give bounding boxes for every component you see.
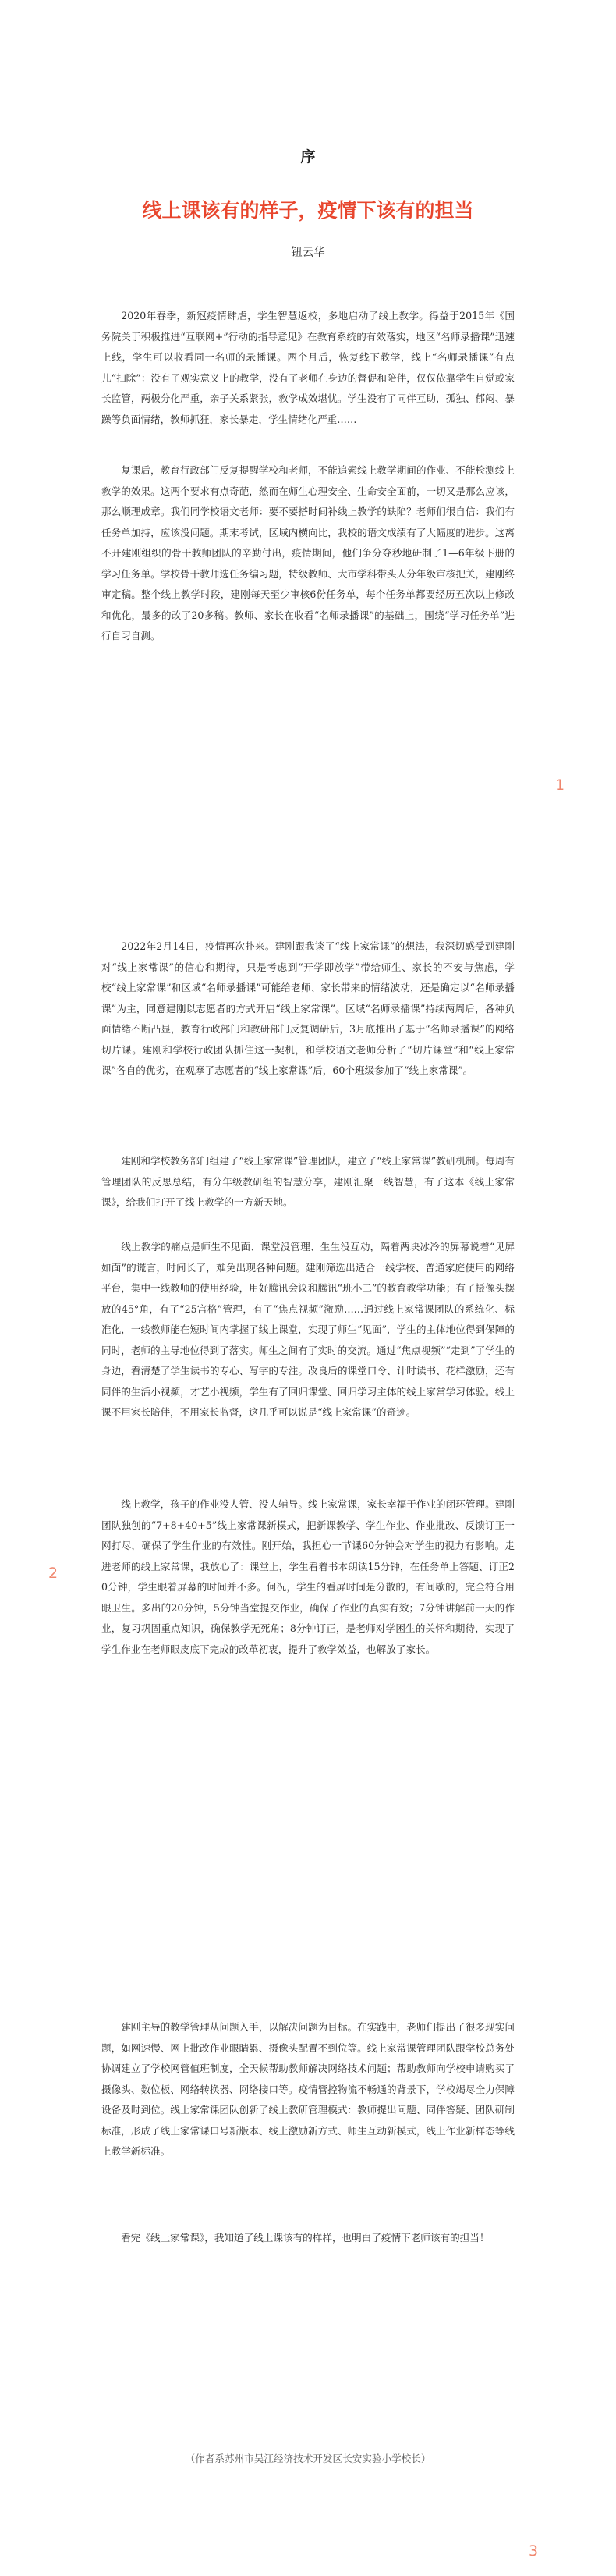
paragraph-2: 复课后，教育行政部门反复提醒学校和老师，不能追索线上教学期间的作业、不能检测线上教学的效果。这两个要求有点奇葩，然而在师生心理安全、生命安全面前，一切又是那么应该，那么顺理成章。我们同学校语文老师：要不要搭时间补线上教学的缺陷？老师们很自信：我们有任务单加持，应该没问题。期末考试，区域内横向比，我校的语文成绩有了大幅度的进步。这离不开建刚组织的骨干教师团队的辛勤付出，疫情期间，他们争分夺秒地研制了1—6年级下册的学习任务单。学校骨干教师选任务编习题，特级教师、大市学科带头人分年级审核把关，建刚终审定稿。整个线上教学时段，建刚每天至少审核6份任务单，每个任务单都要经历五次以上修改和优化，最多的改了20多稿。教师、家长在收看“名师录播课”的基础上，围绕“学习任务单”进行自习自测。 (101, 464, 515, 641)
page-number-2: 2 (48, 1565, 58, 1582)
article-title: 线上课该有的样子，疫情下该有的担当 (142, 199, 474, 222)
paragraph-6: 线上教学，孩子的作业没人管、没人辅导。线上家常课，家长幸福于作业的闭环管理。建刚团队独创的“7+8+40+5”线上家常课新模式，把新课教学、学生作业、作业批改、反馈订正一网打尽，确保了学生作业的有效性。刚开始，我担心一节课60分钟会对学生的视力有影响。走进老师的线上家常课，我放心了：课堂上，学生看着书本朗读15分钟，在任务单上答题、订正20分钟，学生眼着屏幕的时间并不多。何况，学生的看屏时间是分散的，有间歇的，完全符合用眼卫生。多出的20分钟，5分钟当堂提交作业，确保了作业的真实有效；7分钟讲解前一天的作业，复习巩固重点知识，确保教学无死角；8分钟订正，是老师对学困生的关怀和期待，实现了学生作业在老师眼皮底下完成的改革初衷，提升了教学效益，也解放了家长。 (101, 1498, 515, 1655)
paragraph-5: 线上教学的痛点是师生不见面、课堂没管理、生生没互动，隔着两块冰冷的屏幕说着“见屏如面”的谎言，时间长了，难免出现各种问题。建刚筛选出适合一线学校、普通家庭使用的网络平台，集中一线教师的使用经验，用好腾讯会议和腾讯“班小二”的教育教学功能；有了摄像头摆放的45°角，有了“25宫格”管理，有了“焦点视频”激励……通过线上家常课团队的系统化、标准化，一线教师能在短时间内掌握了线上课堂，实现了师生“见面”，学生的主体地位得到保障的同时，老师的主导地位得到了落实。师生之间有了实时的交流。通过“焦点视频”“走到”了学生的身边，看清楚了学生读书的专心、写字的专注。改良后的课堂口令、计时读书、花样激励，还有同伴的生活小视频，才艺小视频，学生有了回归课堂、回归学习主体的线上家常学习体验。线上课不用家长陪伴，不用家长监督，这几乎可以说是“线上家常课”的奇迹。 (101, 1241, 515, 1418)
author-name: 钮云华 (291, 247, 325, 259)
paragraph-3: 2022年2月14日，疫情再次扑来。建刚跟我谈了“线上家常课”的想法，我深切感受到建刚对“线上家常课”的信心和期待，只是考虑到“开学即放学”带给师生、家长的不安与焦虑，学校“线上家常课”和区域“名师录播课”可能给老师、家长带来的情绪波动，还是确定以“名师录播课”为主，同意建刚以志愿者的方式开启“线上家常课”。区域“名师录播课”持续两周后，各种负面情绪不断凸显，教育行政部门和教研部门反复调研后，3月底推出了基于“名师录播课”的网络切片课。建刚和学校行政团队抓住这一契机，和学校语文老师分析了“切片课堂”和“线上家常课”各自的优劣，在观摩了志愿者的“线上家常课”后，60个班级参加了“线上家常课”。 (101, 940, 515, 1076)
paragraph-1: 2020年春季，新冠疫情肆虐，学生智慧返校，多地启动了线上教学。得益于2015年《国务院关于积极推进“互联网+”行动的指导意见》在教育系统的有效落实，地区“名师录播课”迅速上线，学生可以收看同一名师的录播课。两个月后，恢复线下教学，线上“名师录播课”有点儿“扫除”：没有了观实意义上的教学，没有了老师在身边的督促和陪伴，仅仅依靠学生自觉或家长监管，两极分化严重，亲子关系紧张，教学成效堪忧。学生没有了同伴互助，孤独、郁闷、暴躁等负面情绪，教师抓狂，家长暴走，学生情绪化严重…… (101, 310, 515, 425)
paragraph-4: 建刚和学校教务部门组建了“线上家常课”管理团队，建立了“线上家常课”教研机制。每周有管理团队的反思总结，有分年级教研组的智慧分享，建刚汇聚一线智慧，有了这本《线上家常课》，给我们打开了线上教学的一方新天地。 (101, 1155, 515, 1208)
preface-heading: 序 (300, 148, 316, 165)
paragraph-7: 建刚主导的教学管理从问题入手，以解决问题为目标。在实践中，老师们提出了很多现实问题，如网速慢、网上批改作业眼睛累、摄像头配置不到位等。线上家常课管理团队跟学校总务处协调建立了学校网管值班制度，全天候帮助教师解决网络技术问题；帮助教师向学校申请购买了摄像头、数位板、网络转换器、网络接口等。疫情管控物流不畅通的背景下，学校竭尽全力保障设备及时到位。线上家常课团队创新了线上教研管理模式：教师提出问题、同伴答疑、团队研制标准，形成了线上家常课口号新版本、线上激励新方式、师生互动新模式，线上作业新样态等线上教学新标准。 (101, 2021, 515, 2157)
paragraph-8: 看完《线上家常课》，我知道了线上课该有的样样，也明白了疫情下老师该有的担当！ (121, 2232, 490, 2244)
page-number-3: 3 (529, 2542, 539, 2560)
author-footnote: （作者系苏州市吴江经济技术开发区长安实验小学校长） (185, 2453, 431, 2464)
page-number-1: 1 (555, 776, 565, 794)
